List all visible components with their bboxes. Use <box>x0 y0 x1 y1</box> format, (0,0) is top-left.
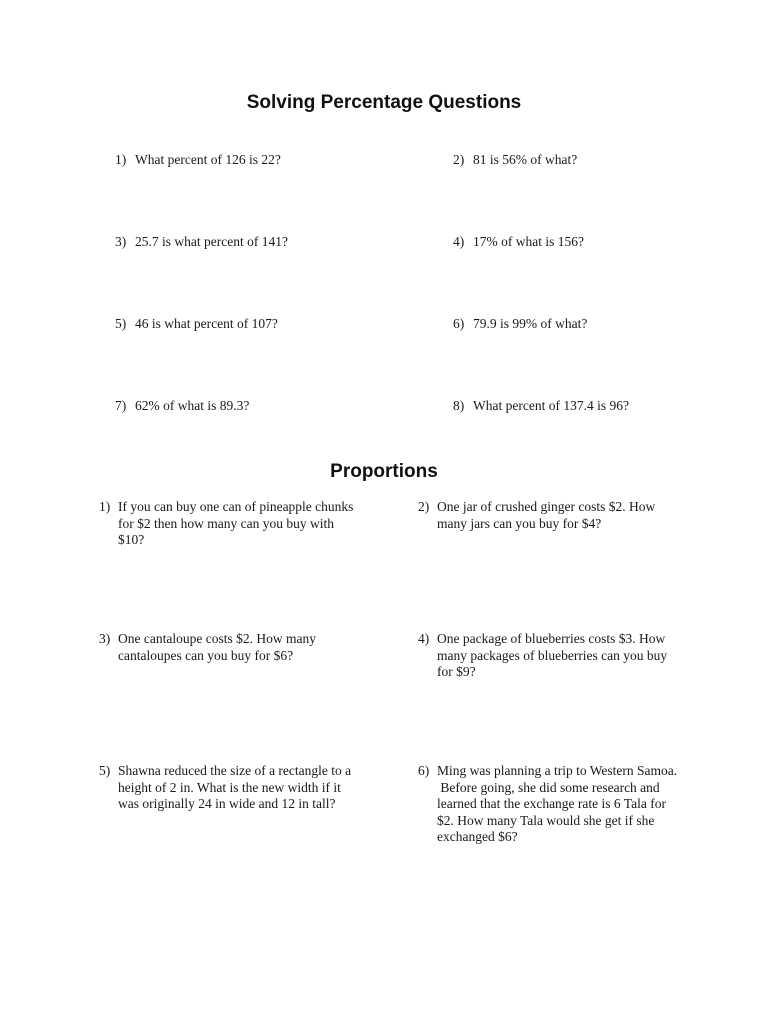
question-line: $10? <box>118 532 145 547</box>
question-number: 6) <box>453 316 465 331</box>
question-number: 3) <box>115 234 127 249</box>
question-line: many jars can you buy for $4? <box>437 515 602 531</box>
question-line: Shawna reduced the size of a rectangle to a <box>118 763 352 778</box>
question-text: 25.7 is what percent of 141? <box>135 234 288 249</box>
question-text: 81 is 56% of what? <box>473 152 578 167</box>
question-line: One cantaloupe costs $2. How many <box>118 631 316 646</box>
question-text: 17% of what is 156? <box>473 234 584 249</box>
question-text: What percent of 126 is 22? <box>135 152 281 167</box>
question-text: 46 is what percent of 107? <box>135 316 278 331</box>
question-line: If you can buy one can of pineapple chunks <box>118 499 354 514</box>
percentage-question-5 <box>115 316 278 333</box>
question-number: 5) <box>99 763 111 778</box>
question-number: 2) <box>453 152 465 167</box>
proportion-question-3 <box>99 631 389 664</box>
percentage-question-1 <box>115 152 281 169</box>
percentage-question-4 <box>453 234 584 251</box>
question-line: for $2 then how many can you buy with <box>118 515 334 531</box>
percentage-question-3 <box>115 234 288 251</box>
question-number: 8) <box>453 398 465 413</box>
question-number: 5) <box>115 316 127 331</box>
question-number: 1) <box>99 499 111 514</box>
question-number: 3) <box>99 631 111 646</box>
question-line: height of 2 in. What is the new width if it <box>118 779 341 795</box>
question-line: $2. How many Tala would she get if she <box>437 812 655 828</box>
question-line: One jar of crushed ginger costs $2. How <box>437 499 656 514</box>
question-number: 4) <box>453 234 465 249</box>
question-number: 4) <box>418 631 430 646</box>
percentage-question-8 <box>453 398 629 415</box>
question-text: What percent of 137.4 is 96? <box>473 398 629 413</box>
question-number: 7) <box>115 398 127 413</box>
question-number: 1) <box>115 152 127 167</box>
question-line: Ming was planning a trip to Western Samoa. <box>437 763 678 778</box>
question-number: 2) <box>418 499 430 514</box>
question-line: One package of blueberries costs $3. How <box>437 631 666 646</box>
percentage-question-2 <box>453 152 577 169</box>
question-text: 79.9 is 99% of what? <box>473 316 588 331</box>
question-line: learned that the exchange rate is 6 Tala for <box>437 796 666 811</box>
proportion-question-2 <box>418 499 718 532</box>
question-text: 62% of what is 89.3? <box>135 398 250 413</box>
question-line: Before going, she did some research and <box>437 779 660 795</box>
question-line: for $9? <box>437 664 476 679</box>
question-line: exchanged $6? <box>437 829 518 844</box>
page-title: Solving Percentage Questions <box>246 92 522 113</box>
question-line: cantaloupes can you buy for $6? <box>118 647 294 663</box>
percentage-question-6 <box>453 316 587 333</box>
proportion-question-1 <box>99 499 389 549</box>
proportion-question-6 <box>418 763 718 846</box>
question-number: 6) <box>418 763 430 778</box>
question-line: was originally 24 in wide and 12 in tall? <box>118 796 336 811</box>
question-line: many packages of blueberries can you buy <box>437 647 668 663</box>
percentage-question-7 <box>115 398 249 415</box>
proportion-question-4 <box>418 631 718 681</box>
proportion-question-5 <box>99 763 389 813</box>
section-title: Proportions <box>330 461 438 482</box>
